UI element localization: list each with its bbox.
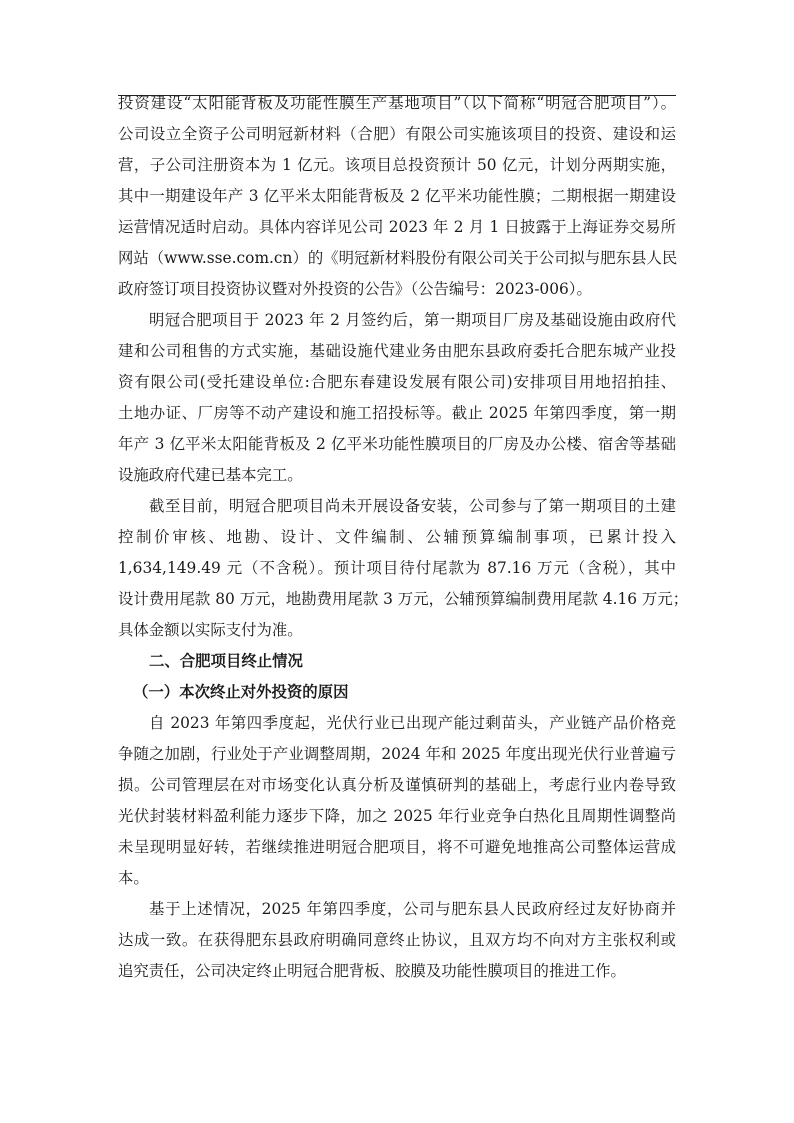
text-line: 运营情况适时启动。具体内容详见公司 2023 年 2 月 1 日披露于上海证券交易所 bbox=[118, 218, 676, 236]
section-heading bbox=[118, 646, 676, 677]
text-line: 设计费用尾款 80 万元，地勘费用尾款 3 万元，公辅预算编制费用尾款 4.16 万元； bbox=[118, 590, 689, 608]
text-line: 追究责任，公司决定终止明冠合肥背板、胶膜及功能性膜项目的推进工作。 bbox=[118, 962, 626, 980]
text-line: 1,634,149.49 元（不含税）。预计项目待付尾款为 87.16 万元（含税），其中 bbox=[118, 559, 676, 577]
text-line: 截至目前，明冠合肥项目尚未开展设备安装，公司参与了第一期项目的土建 bbox=[149, 497, 676, 515]
text-line: 自 2023 年第四季度起，光伏行业已出现产能过剩苗头，产业链产品价格竞 bbox=[149, 714, 676, 732]
text-line: 资有限公司(受托建设单位:合肥东春建设发展有限公司)安排项目用地招拍挂、 bbox=[118, 373, 676, 391]
subsection-heading bbox=[118, 677, 676, 708]
paragraph bbox=[118, 894, 676, 987]
text-line: 网站（www.sse.com.cn）的《明冠新材料股份有限公司关于公司拟与肥东县人民 bbox=[118, 249, 678, 267]
text-line: 未呈现明显好转，若继续推进明冠合肥项目，将不可避免地推高公司整体运营成 bbox=[118, 838, 676, 856]
paragraph bbox=[118, 491, 689, 646]
text-line: 年产 3 亿平米太阳能背板及 2 亿平米功能性膜项目的厂房及办公楼、宿舍等基础 bbox=[118, 435, 676, 453]
text-line: 政府签订项目投资协议暨对外投资的公告》（公告编号：2023-006）。 bbox=[118, 280, 592, 298]
text-line: 基于上述情况，2025 年第四季度，公司与肥东县人民政府经过友好协商并 bbox=[149, 900, 676, 918]
text-line: 营，子公司注册资本为 1 亿元。该项目总投资预计 50 亿元，计划分两期实施， bbox=[118, 156, 676, 174]
text-line: 明冠合肥项目于 2023 年 2 月签约后，第一期项目厂房及基础设施由政府代 bbox=[149, 311, 676, 329]
document-body bbox=[118, 88, 689, 987]
text-line: 投资建设“太阳能背板及功能性膜生产基地项目”（以下简称“明冠合肥项目”）。 bbox=[118, 94, 676, 112]
text-line: 二、合肥项目终止情况 bbox=[149, 652, 303, 670]
text-line: 控制价审核、地勘、设计、文件编制、公辅预算编制事项，已累计投入 bbox=[118, 528, 676, 546]
text-line: 建和公司租售的方式实施，基础设施代建业务由肥东县政府委托合肥东城产业投 bbox=[118, 342, 676, 360]
text-line: 公司设立全资子公司明冠新材料（合肥）有限公司实施该项目的投资、建设和运 bbox=[118, 125, 676, 143]
paragraph bbox=[118, 305, 676, 491]
text-line: 设施政府代建已基本完工。 bbox=[118, 466, 303, 484]
text-line: 具体金额以实际支付为准。 bbox=[118, 621, 303, 639]
paragraph bbox=[118, 708, 676, 894]
text-line: 达成一致。在获得肥东县政府明确同意终止协议，且双方均不向对方主张权利或 bbox=[118, 931, 676, 949]
text-line: 争随之加剧，行业处于产业调整周期，2024 年和 2025 年度出现光伏行业普遍亏 bbox=[118, 745, 676, 763]
text-line: 其中一期建设年产 3 亿平米太阳能背板及 2 亿平米功能性膜；二期根据一期建设 bbox=[118, 187, 676, 205]
text-line: 损。公司管理层在对市场变化认真分析及谨慎研判的基础上，考虑行业内卷导致 bbox=[118, 776, 676, 794]
text-line: 光伏封装材料盈利能力逐步下降，加之 2025 年行业竞争白热化且周期性调整尚 bbox=[118, 807, 676, 825]
text-line: 本。 bbox=[118, 869, 149, 887]
text-line: （一）本次终止对外投资的原因 bbox=[133, 683, 349, 701]
paragraph bbox=[118, 88, 676, 305]
text-line: 土地办证、厂房等不动产建设和施工招投标等。截止 2025 年第四季度，第一期 bbox=[118, 404, 676, 422]
